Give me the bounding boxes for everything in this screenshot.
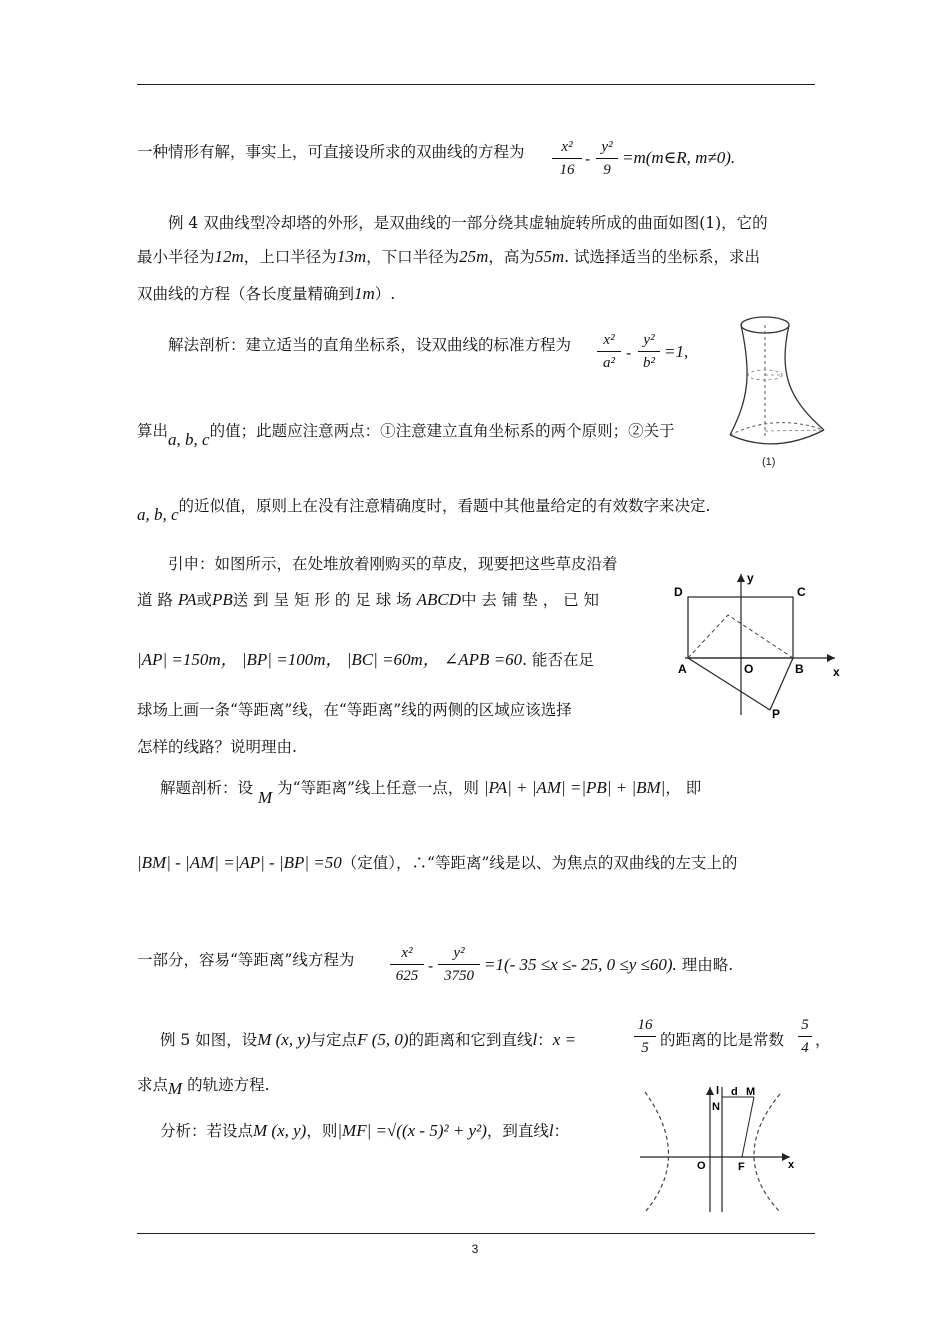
svg-text:F: F [738,1161,745,1173]
minus-sign-3: - [428,957,434,975]
ex5-comma: ， [815,1031,831,1049]
svg-text:M: M [746,1086,756,1098]
frac-y2-3750: y² 3750 [438,943,480,986]
minus-sign-2: - [626,344,632,362]
frac-5-4: 5 4 [798,1015,812,1058]
sol4-line3: a, b, c的近似值，原则上在没有注意精确度时，看题中其他量给定的有效数字来决定. [137,497,711,524]
yin-line3: |AP| =150m， |BP| =100m， |BC| =60m， ∠APB =60. 能否在足 [137,650,595,669]
road-PB [770,658,793,710]
frac-x2-625: x² 625 [390,943,424,986]
sol-y-line3-eq: =1(- 35 ≤x ≤- 25, 0 ≤y ≤60). 理由略. [484,955,734,974]
svg-text:C: C [797,585,806,599]
svg-text:A: A [678,662,687,676]
frac-x2-16: x² 16 [552,137,582,180]
cooling-tower-figure [720,305,830,470]
ex4-line2: 最小半径为12m，上口半径为13m，下口半径为25m，高为55m. 试选择适当的坐标系，求出 [137,247,761,266]
svg-text:D: D [674,585,683,599]
svg-text:x: x [788,1159,795,1171]
ex5-line1-b: 的距离的比是常数 [660,1031,785,1049]
svg-text:y: y [747,571,754,585]
svg-text:O: O [697,1160,706,1172]
ex5-line1: 例 5 如图，设M (x, y)与定点F (5, 0)的距离和它到直线l：x = [160,1030,577,1049]
ex4-line3: 双曲线的方程（各长度量精确到1m）. [137,284,396,303]
minus-sign: - [585,150,591,168]
svg-text:O: O [744,662,754,676]
yin-line4: 球场上画一条“等距离”线，在“等距离”线的两侧的区域应该选择 [137,701,572,719]
road-PA [688,658,770,710]
ex4-line1: 例 4 双曲线型冷却塔的外形，是双曲线的一部分绕其虚轴旋转所成的曲面如图(1)，它的 [168,214,768,232]
frac-y2-b2: y² b² [638,330,660,373]
p1-tail: =m(m∈R, m≠0). [622,148,736,167]
right-branch [754,1094,780,1212]
hyperbola-figure [630,1082,810,1217]
yin-line1: 引申：如图所示，在处堆放着刚购买的草皮，现要把这些草皮沿着 [168,555,618,573]
sol4-line2: 算出a, b, c的值；此题应注意两点：①注意建立直角坐标系的两个原则；②关于 [137,422,675,449]
tower-bottom-front [730,430,824,444]
yin-line5: 怎样的线路？说明理由. [137,738,297,756]
frac-x2-a2: x² a² [597,330,621,373]
fig1-caption: (1) [762,456,776,468]
svg-text:N: N [712,1101,720,1113]
frac-y2-9: y² 9 [596,137,618,180]
tower-right-side [785,325,824,430]
sol-y-line1: 解题剖析：设 M 为“等距离”线上任意一点，则 |PA| + |AM| =|PB| + |BM|， 即 [160,778,702,807]
footer-rule [137,1233,815,1234]
tower-left-side [730,325,747,435]
left-branch [645,1092,669,1212]
sol-y-line3: 一部分，容易“等距离”线方程为 [137,951,355,969]
ex5-line2: 求点M 的轨迹方程. [137,1076,270,1098]
header-rule [137,84,815,85]
sol4-eq: =1, [664,342,689,361]
segment-MF [742,1097,754,1157]
sol4-line1: 解法剖析：建立适当的直角坐标系，设双曲线的标准方程为 [168,336,572,354]
frac-16-5: 16 5 [634,1015,656,1058]
p1-line: 一种情形有解，事实上，可直接设所求的双曲线的方程为 [137,143,525,161]
svg-text:B: B [795,662,804,676]
page-number: 3 [471,1242,479,1256]
svg-text:l: l [716,1085,720,1097]
svg-text:P: P [772,707,781,720]
sol-y-line2: |BM| - |AM| =|AP| - |BP| =50（定值），∴“等距离”线是以、为焦点的双曲线的左支上的 [137,853,738,872]
tower-bottom-back [730,423,824,435]
yin-line2: 道 路 PA或PB送 到 呈 矩 形 的 足 球 场 ABCD中 去 铺 垫 ， 已 知 [137,590,600,609]
svg-text:d: d [731,1086,738,1098]
svg-text:x: x [833,665,840,679]
football-field-figure [670,570,850,720]
analysis-line: 分析：若设点M (x, y)，则|MF| =√((x - 5)² + y²)，到直线l： [160,1121,570,1140]
